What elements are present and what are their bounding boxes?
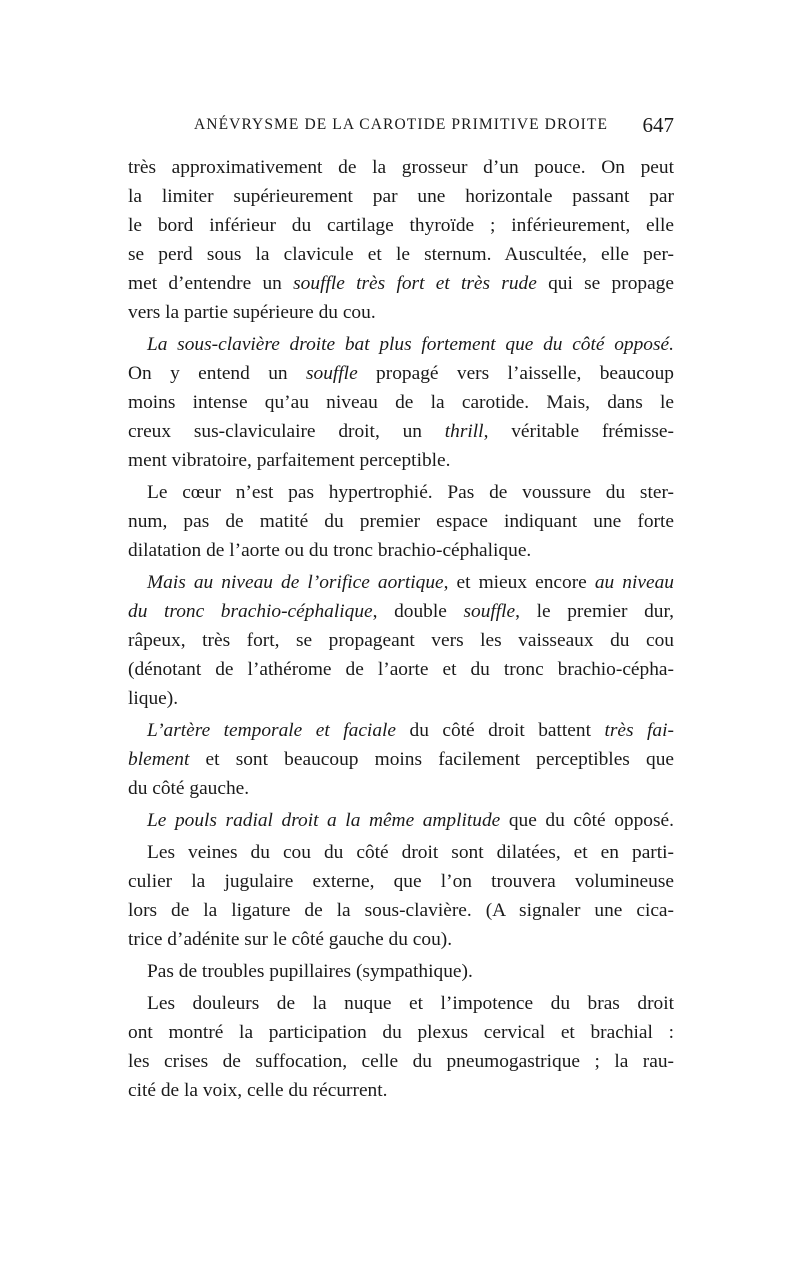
text-run: Les douleurs de la nuque et l’impotence du bras droit xyxy=(147,993,674,1014)
text-run: culier la jugulaire externe, que l’on trouvera volumineuse xyxy=(128,871,674,892)
text-run: Les veines du cou du côté droit sont dilatées, et en parti- xyxy=(147,842,674,863)
text-run: met d’entendre un xyxy=(128,273,294,294)
text-run: On y entend un xyxy=(128,363,306,384)
page-number: 647 xyxy=(642,113,674,137)
running-head xyxy=(128,113,674,140)
text-line xyxy=(128,153,674,182)
text-line xyxy=(128,240,674,269)
text-line xyxy=(128,1076,674,1105)
text-run: (dénotant de l’athérome de l’aorte et du tronc brachio-cépha- xyxy=(128,659,674,680)
italic-run: très fai- xyxy=(604,720,674,741)
text-line xyxy=(128,925,674,954)
text-line xyxy=(128,388,674,417)
text-line xyxy=(128,182,674,211)
text-run: lique). xyxy=(128,688,179,709)
italic-run: du tronc brachio-céphalique xyxy=(128,601,373,622)
text-run: Le cœur n’est pas hypertrophié. Pas de voussure du ster- xyxy=(147,482,674,503)
text-run: propagé vers l’aisselle, beaucoup xyxy=(357,363,674,384)
text-line xyxy=(128,806,674,835)
italic-run: souffle très fort et très rude xyxy=(293,273,537,294)
text-run: qui se propage xyxy=(536,273,674,294)
text-run: , véritable frémisse- xyxy=(483,421,674,442)
italic-run: thrill xyxy=(444,421,484,442)
text-run: ment vibratoire, parfaitement perceptible. xyxy=(128,450,451,471)
text-run: Pas de troubles pupillaires (sympathique). xyxy=(147,961,473,982)
text-line xyxy=(128,507,674,536)
text-line xyxy=(128,330,674,359)
text-line xyxy=(128,774,674,803)
text-line xyxy=(128,568,674,597)
text-run: moins intense qu’au niveau de la carotide. Mais, dans le xyxy=(128,392,674,413)
italic-run: souffle xyxy=(463,601,516,622)
text-line xyxy=(128,867,674,896)
text-line xyxy=(128,446,674,475)
text-line xyxy=(128,359,674,388)
text-run: creux sus-claviculaire droit, un xyxy=(128,421,445,442)
text-run: trice d’adénite sur le côté gauche du cou). xyxy=(128,929,453,950)
text-line xyxy=(128,957,674,986)
text-run: , et mieux encore xyxy=(443,572,595,593)
text-run: et sont beaucoup moins facilement perceptibles que xyxy=(189,749,674,770)
text-line xyxy=(128,1047,674,1076)
text-run: ont montré la participation du plexus cervical et brachial : xyxy=(128,1022,674,1043)
text-line xyxy=(128,298,674,327)
text-line xyxy=(128,211,674,240)
text-run: râpeux, très fort, se propageant vers les vaisseaux du cou xyxy=(128,630,674,651)
text-line xyxy=(128,269,674,298)
text-line xyxy=(128,597,674,626)
text-line xyxy=(128,1018,674,1047)
text-line xyxy=(128,838,674,867)
text-run: la limiter supérieurement par une horizontale passant par xyxy=(128,186,674,207)
text-run: du côté droit battent xyxy=(396,720,605,741)
text-line xyxy=(128,684,674,713)
text-line xyxy=(128,478,674,507)
italic-run: L’artère temporale et faciale xyxy=(147,720,397,741)
text-line xyxy=(128,716,674,745)
text-run: cité de la voix, celle du récurrent. xyxy=(128,1080,388,1101)
text-run: , double xyxy=(372,601,464,622)
italic-run: La sous-clavière droite bat plus fortement que du côté opposé. xyxy=(147,334,674,355)
text-run: les crises de suffocation, celle du pneumogastrique ; la rau- xyxy=(128,1051,674,1072)
text-line xyxy=(128,745,674,774)
italic-run: au niveau xyxy=(594,572,674,593)
text-run: dilatation de l’aorte ou du tronc brachio-céphalique. xyxy=(128,540,532,561)
text-line xyxy=(128,417,674,446)
text-run: se perd sous la clavicule et le sternum. Auscultée, elle per- xyxy=(128,244,674,265)
italic-run: Le pouls radial droit a la même amplitude xyxy=(147,810,501,831)
text-run: que du côté opposé. xyxy=(500,810,675,831)
text-run: très approximativement de la grosseur d’un pouce. On peut xyxy=(128,157,674,178)
text-run: vers la partie supérieure du cou. xyxy=(128,302,376,323)
text-line xyxy=(128,626,674,655)
text-line xyxy=(128,536,674,565)
body-text xyxy=(128,153,674,1105)
italic-run: Mais au niveau de l’orifice aortique xyxy=(147,572,444,593)
text-line xyxy=(128,989,674,1018)
italic-run: blement xyxy=(128,749,190,770)
italic-run: souffle xyxy=(305,363,358,384)
running-title: ANÉVRYSME DE LA CAROTIDE PRIMITIVE DROITE xyxy=(194,116,609,133)
text-run: du côté gauche. xyxy=(128,778,250,799)
text-run: num, pas de matité du premier espace indiquant une forte xyxy=(128,511,674,532)
text-run: lors de la ligature de la sous-clavière. (A signaler une cica- xyxy=(128,900,674,921)
text-run: le bord inférieur du cartilage thyroïde ; inférieurement, elle xyxy=(128,215,674,236)
text-run: , le premier dur, xyxy=(515,601,674,622)
text-line xyxy=(128,896,674,925)
text-line xyxy=(128,655,674,684)
